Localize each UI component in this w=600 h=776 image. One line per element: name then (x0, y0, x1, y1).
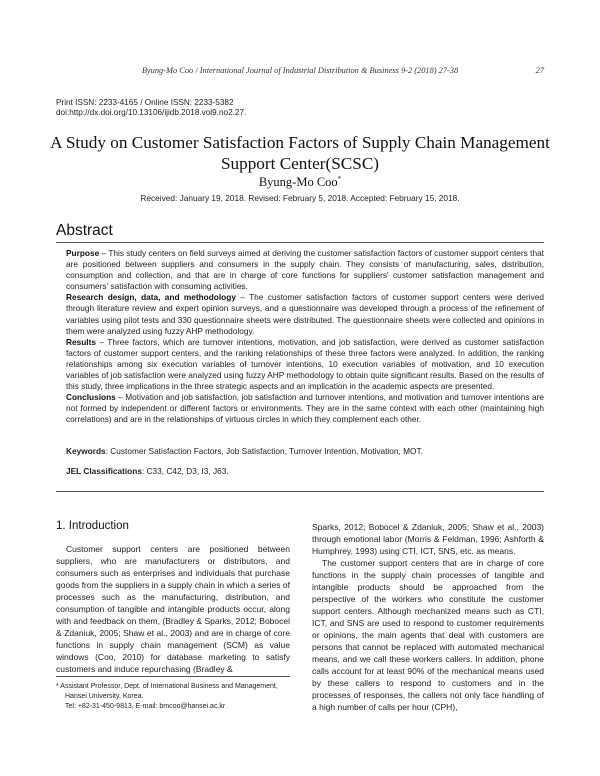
footnote-rule (56, 676, 290, 677)
research-text: – The customer satisfaction factors of customer support centers were derived through literature review and expert opinion surveys, and a questionnaire was developed through a process of the refinement of variables using pilot tests and 330 questionnaire sheets were distributed. The questionnaire sheets were collected and opinions in them were analyzed using fuzzy AHP methodology. (66, 292, 544, 336)
author-name: Byung-Mo Coo (258, 175, 338, 190)
abstract-purpose (66, 248, 544, 292)
abstract-results (66, 337, 544, 392)
results-label: Results (66, 336, 96, 347)
paper-title (40, 132, 560, 174)
title-line-1: A Study on Customer Satisfaction Factors of Supply Chain Management (50, 133, 550, 152)
abstract-bottom-rule (56, 491, 544, 492)
received-dates: Received: January 19, 2018. Revised: February 5, 2018. Accepted: February 15, 2018. (140, 193, 460, 203)
author-line (0, 175, 600, 190)
abstract-research (66, 292, 544, 336)
keywords-label: Keywords (66, 446, 106, 456)
left-column (56, 543, 290, 675)
footnote-line-3: Tel: +82-31-450-9813, E-mail: bmcoo@hansei.ac.kr (65, 702, 226, 710)
results-text: – Three factors, which are turnover intentions, motivation, and job satisfaction, were derived as customer satisfaction factors of customer support centers, and the ranking relationships of these three factors were analyzed. In addition, the ranking relationships among six execution variables of turnover intentions, 10 execution variables of motivation, and 10 execution variables of job satisfaction were analyzed using fuzzy AHP methodology to obtain quite significant results. Based on the results of this study, three implications in the three strategic aspects and an implication in the academic aspects are presented. (66, 336, 544, 392)
abstract-body (66, 248, 544, 426)
jel-label: JEL Classifications (66, 466, 142, 476)
section-heading-introduction: 1. Introduction (56, 520, 129, 532)
intro-paragraph-1-continued: Sparks, 2012; Bobocel & Zdaniuk, 2005; Shaw et al., 2003) through emotional labor (Morris & Feldman, 1996; Ashforth & Humphrey, 1993) using CTI, ICT, SNS, etc. as means. (312, 522, 544, 556)
issn-line: Print ISSN: 2233-4165 / Online ISSN: 2233-5382 (56, 98, 234, 107)
conclusions-label: Conclusions (66, 392, 116, 403)
title-line-2: Support Center(SCSC) (220, 154, 380, 173)
right-column (312, 521, 544, 713)
footnote-line-1: * Assistant Professor, Dept. of International Business and Management, (56, 683, 278, 690)
keywords-text: : Customer Satisfaction Factors, Job Satisfaction, Turnover Intention, Motivation, MOT. (105, 446, 423, 456)
keywords-line (66, 446, 544, 456)
author-footnote (56, 682, 296, 711)
abstract-heading: Abstract (56, 222, 113, 239)
abstract-top-rule (56, 242, 544, 243)
jel-text: : C33, C42, D3, I3, J63. (141, 466, 229, 476)
abstract-conclusions (66, 392, 544, 425)
research-label: Research design, data, and methodology (66, 292, 236, 303)
intro-paragraph-2: The customer support centers that are in charge of core functions in the supply chain processes of tangible and intangible products should be approached from the perspective of the workers who constitute the customer support centers. Although mechanized means such as CTI, ICT, and SNS are used to respond to customer requirements or opinions, the main agents that deal with customers are persons that cannot be replaced with automated mechanical means, and we call these workers callers. In addition, phone calls account for at least 90% of the mechanical means used by these callers to respond to customers and in the processes of responses, the callers not only face handling of a high number of calls per hour (CPH), (312, 558, 544, 712)
conclusions-text: – Motivation and job satisfaction, job satisfaction and turnover intentions, and motivation and turnover intentions are not formed by independent or different factors or environments. They are in the same context with each other (maintaining high correlations) and are in the relationships of virtuous circles in which they complement each other. (66, 392, 544, 425)
intro-paragraph-1: Customer support centers are positioned between suppliers, who are manufacturers or distributors, and consumers such as enterprises and individuals that purchase goods from the suppliers in a supply chain in which a series of processes such as the manufacturing, distribution, and consumption of tangible and intangible products occur, along with and feedback on them, (Bradley & Sparks, 2012; Bobocel & Zdaniuk, 2005; Shaw et al., 2003) and are in charge of core functions in supply chain management (SCM) as value windows (Coo, 2010) for database marketing to satisfy customers and induce repurchasing (Bradley & (56, 544, 290, 674)
purpose-label: Purpose (66, 248, 100, 258)
author-footnote-mark: * (337, 175, 342, 183)
doi-line: doi:http://dx.doi.org/10.13106/ijidb.2018.vol9.no2.27. (56, 108, 247, 118)
footnote-line-2: Hansei University, Korea. (65, 692, 144, 700)
purpose-text: – This study centers on field surveys aimed at deriving the customer satisfaction factors of customer support centers that are positioned between suppliers and consumers in the supply chain. They consists of manufacturing, sales, distribution, consumption and collection, and that are in charge of core functions for suppliers' customer satisfaction management and consumers' satisfaction with consuming activities. (66, 248, 544, 292)
running-header-citation: Byung-Mo Coo / International Journal of Industrial Distribution & Business 9-2 (2018) 27-38 (141, 66, 459, 75)
jel-line (66, 466, 544, 476)
page-number: 27 (535, 66, 544, 75)
issn-block (56, 98, 246, 119)
